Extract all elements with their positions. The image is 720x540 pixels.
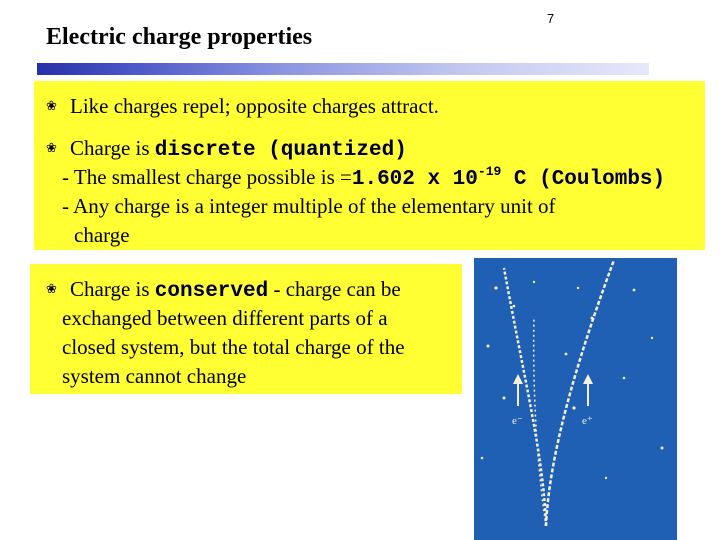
arrow-left-icon (513, 374, 523, 406)
bullet-like-charges (46, 95, 439, 118)
bullet-text: Charge is (70, 136, 155, 160)
page-number: 7 (547, 11, 555, 26)
electron-label: e⁻ (512, 415, 523, 427)
sub-smallest-charge (62, 166, 665, 191)
bullet-conserved (46, 278, 401, 303)
sub-text: - The smallest charge possible is = (62, 165, 352, 189)
charge-value: 1.602 x 10 (351, 168, 478, 191)
emphasis-conserved: conserved (154, 280, 269, 303)
sub-text: - Any charge is a integer multiple of the elementary unit of (62, 194, 556, 218)
pair-production-photo (474, 258, 677, 540)
sub-integer-multiple (62, 195, 556, 218)
bullet-text: Like charges repel; opposite charges attract. (70, 94, 439, 118)
title-underline-bar (37, 63, 649, 75)
emphasis-discrete: discrete (quantized) (154, 139, 407, 162)
bubble-chamber-tracks (474, 258, 677, 540)
conserved-line-2: exchanged between different parts of a (62, 306, 388, 330)
positron-label: e⁺ (582, 415, 593, 427)
slide-title: Electric charge properties (46, 24, 313, 50)
bullet-discrete (46, 137, 407, 162)
sub-integer-multiple-cont (74, 224, 130, 247)
bullet-text: Charge is (70, 277, 155, 301)
charge-exponent: -19 (477, 164, 502, 179)
charge-unit: C (Coulombs) (501, 168, 666, 191)
bullet-icon: ❀ (46, 282, 57, 297)
arrow-right-icon (583, 374, 593, 406)
bullet-icon: ❀ (46, 99, 57, 114)
bullet-text: - charge can be (268, 277, 401, 301)
sub-text: charge (74, 223, 130, 247)
bullet-icon: ❀ (46, 141, 57, 156)
conserved-line-4: system cannot change (62, 364, 247, 388)
conserved-line-3: closed system, but the total charge of the (62, 335, 405, 359)
